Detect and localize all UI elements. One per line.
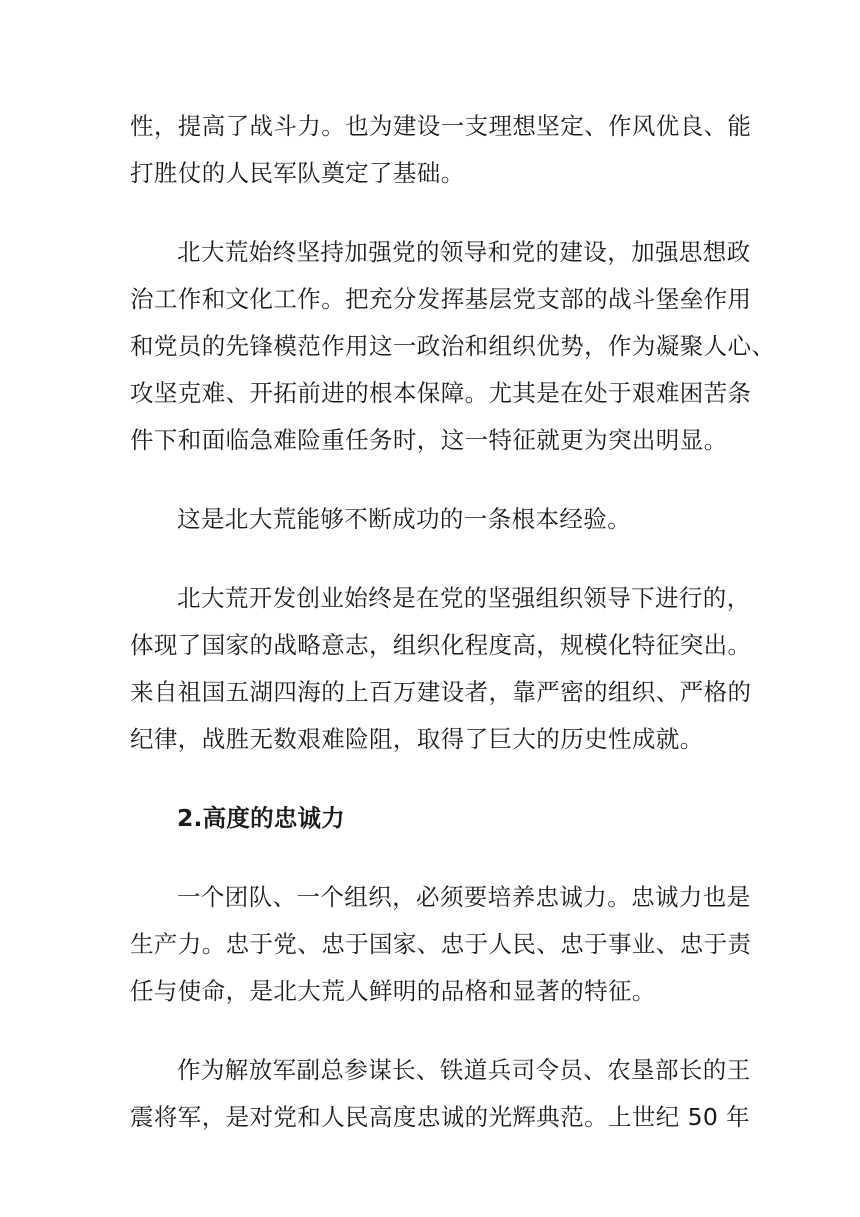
paragraph-basic-experience [130, 496, 734, 543]
text-line: 纪律，战胜无数艰难险阻，取得了巨大的历史性成就。 [130, 725, 704, 753]
text-line: 打胜仗的人民军队奠定了基础。 [130, 159, 465, 187]
text-line: 作为解放军副总参谋长、铁道兵司令员、农垦部长的王 [177, 1056, 751, 1084]
text-line: 北大荒开发创业始终是在党的坚强组织领导下进行的， [177, 584, 751, 612]
section-heading: 2.高度的忠诚力 [177, 804, 345, 832]
text-line: 和党员的先锋模范作用这一政治和组织优势，作为凝聚人心、 [130, 332, 776, 360]
paragraph-continuation [130, 103, 752, 197]
text-line: 北大荒始终坚持加强党的领导和党的建设，加强思想政 [177, 238, 751, 266]
text-line: 攻坚克难、开拓前进的根本保障。尤其是在处于艰难困苦条 [130, 379, 752, 407]
paragraph-organization [130, 575, 752, 763]
paragraph-party-leadership [130, 229, 776, 464]
document-body [130, 103, 776, 1173]
text-line: 这是北大荒能够不断成功的一条根本经验。 [177, 505, 632, 533]
text-line: 生产力。忠于党、忠于国家、忠于人民、忠于事业、忠于责 [130, 930, 752, 958]
text-line: 来自祖国五湖四海的上百万建设者，靠严密的组织、严格的 [130, 678, 752, 706]
text-line: 体现了国家的战略意志，组织化程度高，规模化特征突出。 [130, 631, 752, 659]
text-line: 件下和面临急难险重任务时，这一特征就更为突出明显。 [130, 426, 728, 454]
text-line: 一个团队、一个组织，必须要培养忠诚力。忠诚力也是 [177, 883, 751, 911]
text-line: 任与使命，是北大荒人鲜明的品格和显著的特征。 [130, 977, 656, 1005]
text-line: 治工作和文化工作。把充分发挥基层党支部的战斗堡垒作用 [130, 285, 752, 313]
paragraph-wang-zhen [130, 1047, 751, 1141]
text-line: 性，提高了战斗力。也为建设一支理想坚定、作风优良、能 [130, 112, 752, 140]
text-line: 震将军，是对党和人民高度忠诚的光辉典范。上世纪 50 年 [130, 1103, 751, 1131]
paragraph-loyalty [130, 874, 752, 1015]
